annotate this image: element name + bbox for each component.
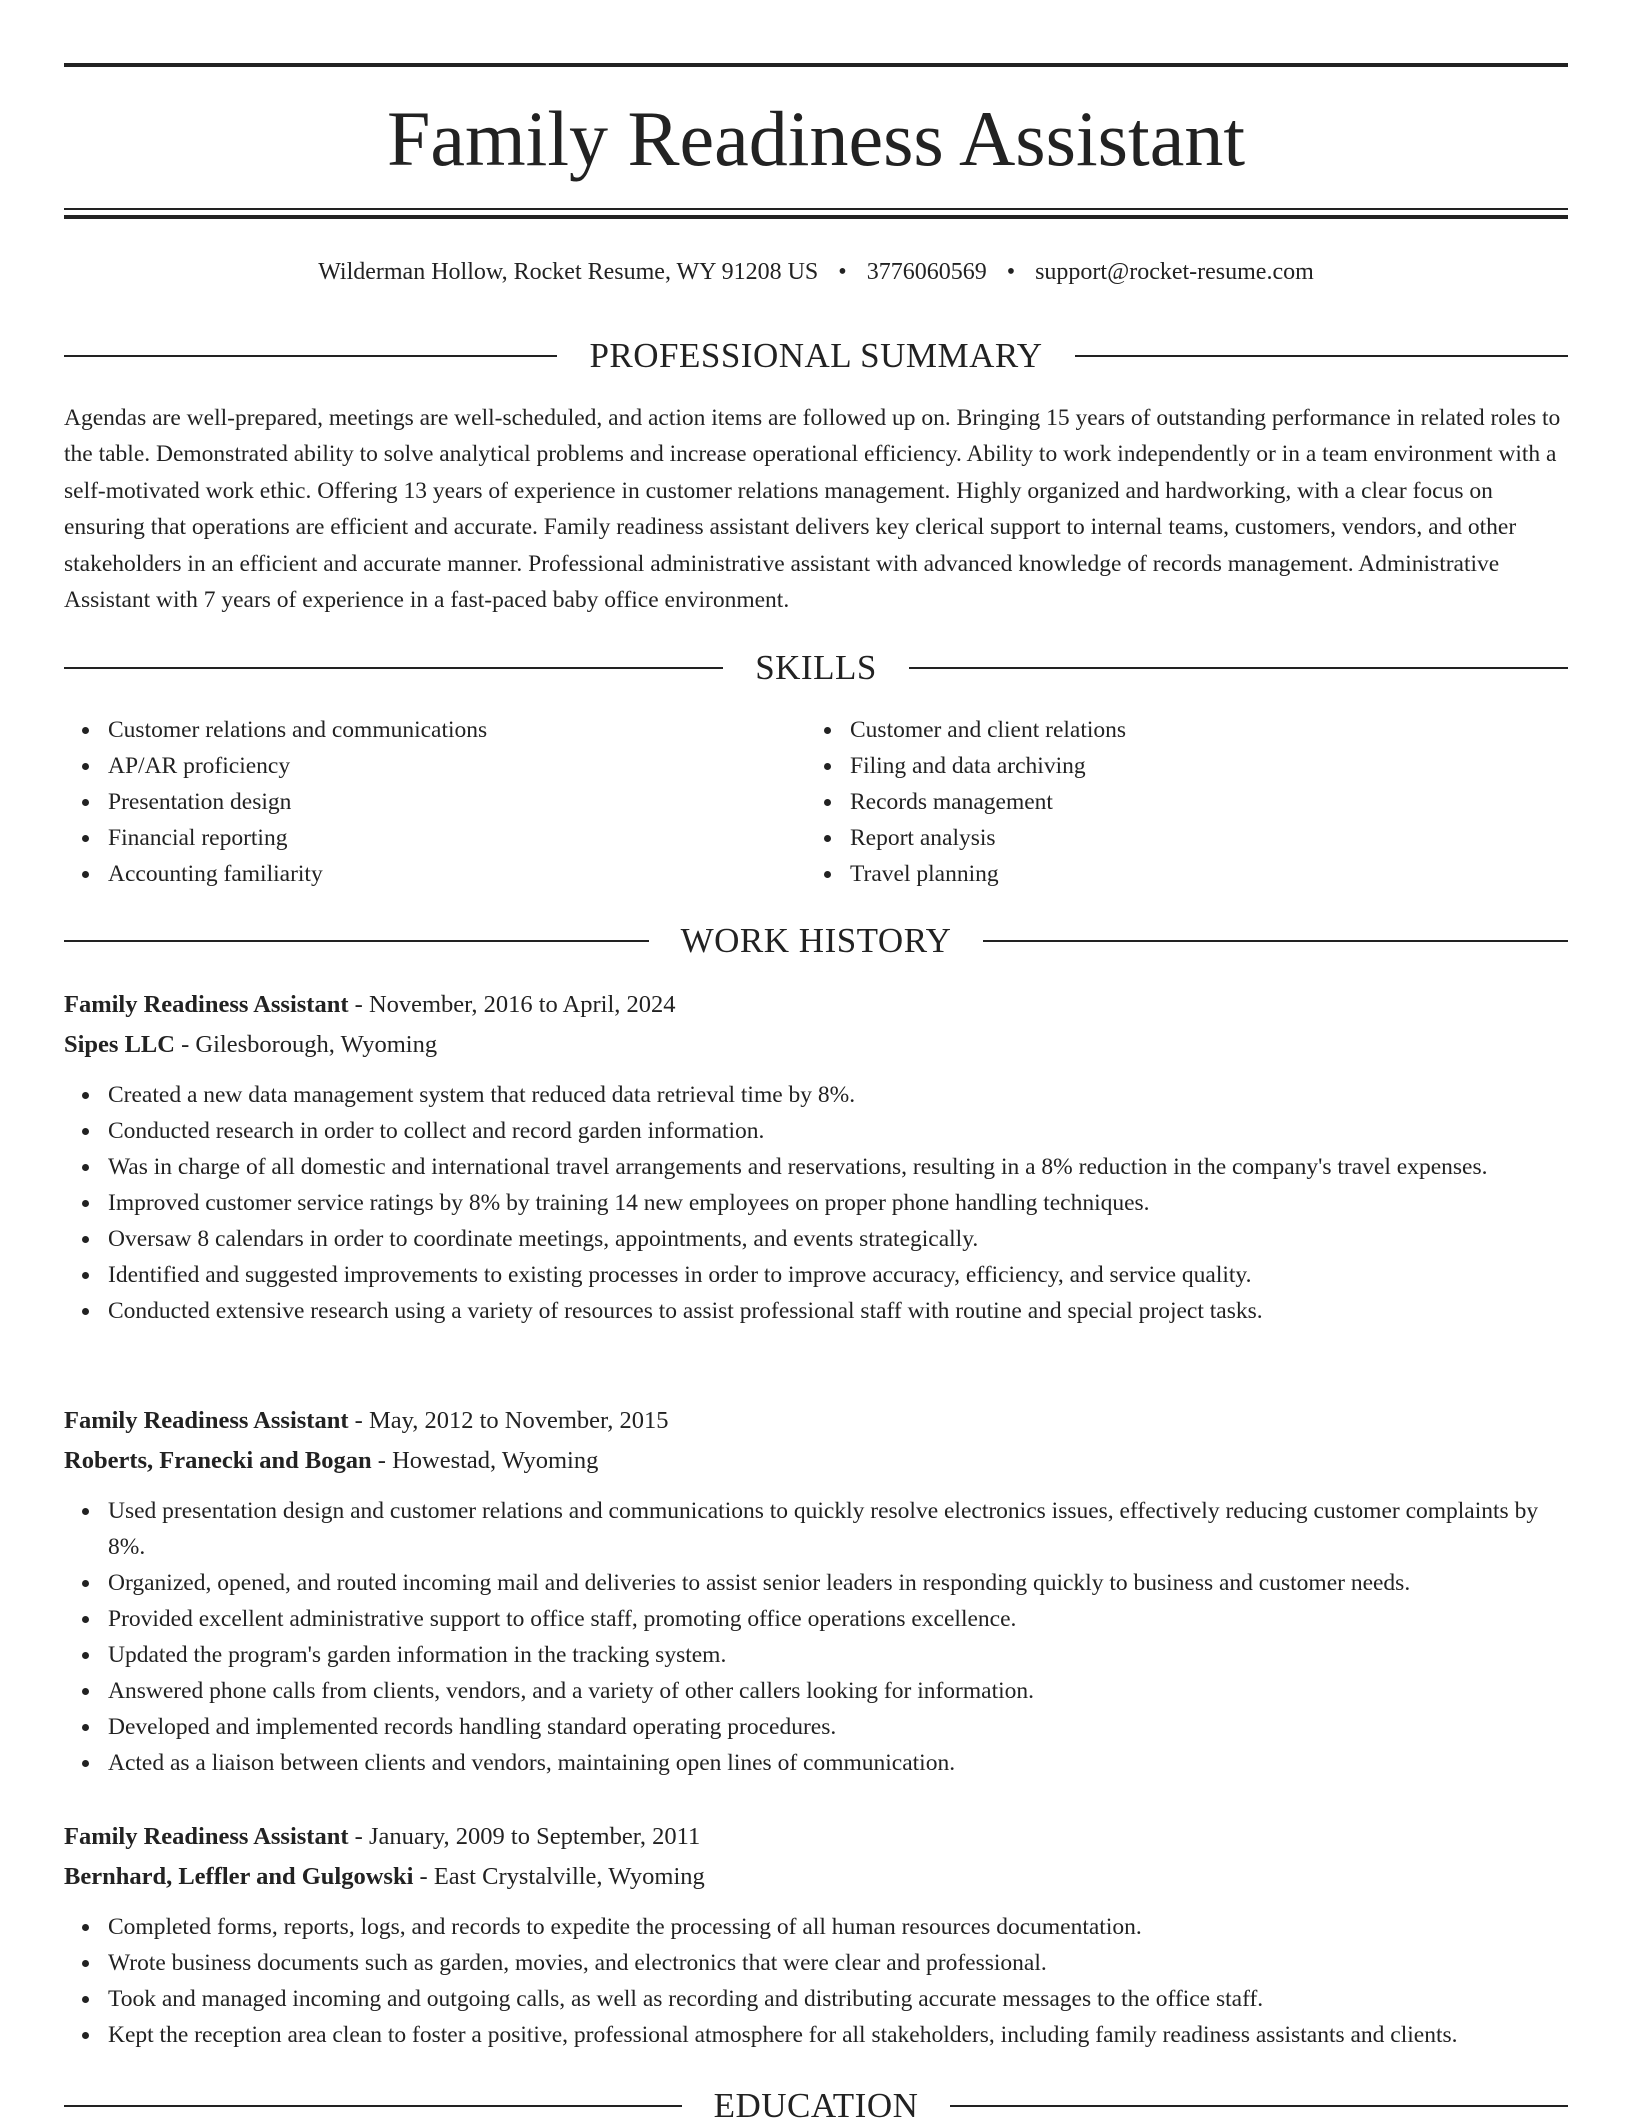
job-bullet: Took and managed incoming and outgoing calls, as well as recording and distributing accurate messages to the office staff. (108, 1981, 1568, 2017)
job-bullet: Identified and suggested improvements to existing processes in order to improve accuracy, efficiency, and service quality. (108, 1257, 1568, 1293)
job-bullet: Completed forms, reports, logs, and records to expedite the processing of all human resources documentation. (108, 1909, 1568, 1945)
summary-paragraph: Agendas are well-prepared, meetings are well-scheduled, and action items are followed up on. Bringing 15 years of outstanding performance in related roles to the table. Demonstrated ability to solve analytical problems and increase operational efficiency. Ability to work independently or in a team environment with a self-motivated work ethic. Offering 13 years of experience in customer relations management. Highly organized and hardworking, with a clear focus on ensuring that operations are efficient and accurate. Family readiness assistant delivers key clerical support to internal teams, customers, vendors, and other stakeholders in an efficient and accurate manner. Professional administrative assistant with advanced knowledge of records management. Administrative Assistant with 7 years of experience in a fast-paced baby office environment. (64, 405, 1561, 614)
heading-rule (983, 940, 1568, 942)
job-title: Family Readiness Assistant (64, 1407, 349, 1434)
heading-rule (1075, 355, 1568, 357)
job-bullet: Oversaw 8 calendars in order to coordinate meetings, appointments, and events strategically. (108, 1221, 1568, 1257)
skill-item: Records management (850, 784, 1548, 820)
header-rule-lower (64, 215, 1568, 219)
heading-rule (909, 667, 1568, 669)
skill-item: Filing and data archiving (850, 748, 1548, 784)
job-bullet: Conducted research in order to collect and record garden information. (108, 1113, 1568, 1149)
candidate-name: Family Readiness Assistant (387, 95, 1245, 182)
job-company-line: Sipes LLC - Gilesborough, Wyoming (64, 1031, 438, 1058)
job-entry (64, 985, 1568, 1329)
section-heading-summary (64, 334, 1568, 378)
job-company: Bernhard, Leffler and Gulgowski (64, 1863, 414, 1890)
job-company-line: Bernhard, Leffler and Gulgowski - East Crystalville, Wyoming (64, 1863, 705, 1890)
skill-item: Accounting familiarity (108, 856, 806, 892)
job-bullet: Conducted extensive research using a variety of resources to assist professional staff with routine and special project tasks. (108, 1293, 1568, 1329)
job-title-line: Family Readiness Assistant - January, 2009 to September, 2011 (64, 1823, 701, 1850)
contact-separator: • (838, 259, 847, 285)
skill-item: Financial reporting (108, 820, 806, 856)
heading-rule (64, 355, 557, 357)
contact-address: Wilderman Hollow, Rocket Resume, WY 91208 US (318, 259, 819, 285)
section-title: SKILLS (755, 648, 877, 687)
header-top-rule (64, 63, 1568, 67)
job-dates: November, 2016 to April, 2024 (368, 991, 676, 1018)
heading-rule (64, 667, 723, 669)
job-dates: May, 2012 to November, 2015 (368, 1407, 669, 1434)
job-bullet: Kept the reception area clean to foster a positive, professional atmosphere for all stakeholders, including family readiness assistants and clients. (108, 2017, 1568, 2053)
skill-item: Travel planning (850, 856, 1548, 892)
job-company: Roberts, Franecki and Bogan (64, 1447, 372, 1474)
job-entry (64, 1817, 1568, 2053)
job-bullet: Updated the program's garden information in the tracking system. (108, 1637, 1568, 1673)
job-bullet: Wrote business documents such as garden, movies, and electronics that were clear and professional. (108, 1945, 1568, 1981)
job-bullet: Organized, opened, and routed incoming mail and deliveries to assist senior leaders in responding quickly to business and customer needs. (108, 1565, 1568, 1601)
section-heading-skills (64, 646, 1568, 690)
job-bullet: Answered phone calls from clients, vendors, and a variety of other callers looking for information. (108, 1673, 1568, 1709)
skill-item: Report analysis (850, 820, 1548, 856)
contact-email: support@rocket-resume.com (1035, 259, 1314, 285)
job-company-line: Roberts, Franecki and Bogan - Howestad, Wyoming (64, 1447, 599, 1474)
job-bullet: Created a new data management system that reduced data retrieval time by 8%. (108, 1077, 1568, 1113)
contact-line (64, 254, 1568, 290)
section-heading-work-history (64, 919, 1568, 963)
job-location: Gilesborough, Wyoming (195, 1031, 438, 1058)
heading-rule (64, 940, 649, 942)
skills-column-right (806, 712, 1548, 892)
job-bullet: Acted as a liaison between clients and vendors, maintaining open lines of communication. (108, 1745, 1568, 1781)
section-title: WORK HISTORY (680, 921, 952, 960)
skills-list (64, 712, 1568, 892)
job-location: Howestad, Wyoming (392, 1447, 599, 1474)
job-company: Sipes LLC (64, 1031, 175, 1058)
job-title-line: Family Readiness Assistant - November, 2016 to April, 2024 (64, 991, 676, 1018)
skill-item: Presentation design (108, 784, 806, 820)
job-bullets (64, 1493, 1568, 1781)
contact-separator: • (1006, 259, 1016, 285)
contact-phone: 3776060569 (866, 259, 987, 285)
job-title: Family Readiness Assistant (64, 1823, 349, 1850)
job-dates: January, 2009 to September, 2011 (368, 1823, 701, 1850)
job-bullet: Was in charge of all domestic and international travel arrangements and reservations, resulting in a 8% reduction in the company's travel expenses. (108, 1149, 1568, 1185)
heading-rule (950, 2105, 1568, 2107)
job-bullets (64, 1909, 1568, 2053)
heading-rule (64, 2105, 682, 2107)
section-title: PROFESSIONAL SUMMARY (589, 336, 1043, 375)
job-bullet: Used presentation design and customer relations and communications to quickly resolve electronics issues, effectively reducing customer complaints by 8%. (108, 1493, 1568, 1565)
header-rule-upper (64, 208, 1568, 210)
job-bullet: Provided excellent administrative support to office staff, promoting office operations excellence. (108, 1601, 1568, 1637)
skill-item: Customer relations and communications (108, 712, 806, 748)
job-entry (64, 1401, 1568, 1781)
job-title-line: Family Readiness Assistant - May, 2012 to November, 2015 (64, 1407, 669, 1434)
skill-item: AP/AR proficiency (108, 748, 806, 784)
job-title: Family Readiness Assistant (64, 991, 349, 1018)
section-heading-education (64, 2084, 1568, 2128)
skill-item: Customer and client relations (850, 712, 1548, 748)
section-title: EDUCATION (713, 2086, 919, 2125)
job-bullets (64, 1077, 1568, 1329)
job-bullet: Developed and implemented records handling standard operating procedures. (108, 1709, 1568, 1745)
job-bullet: Improved customer service ratings by 8% by training 14 new employees on proper phone handling techniques. (108, 1185, 1568, 1221)
job-location: East Crystalville, Wyoming (433, 1863, 705, 1890)
skills-column-left (64, 712, 806, 892)
